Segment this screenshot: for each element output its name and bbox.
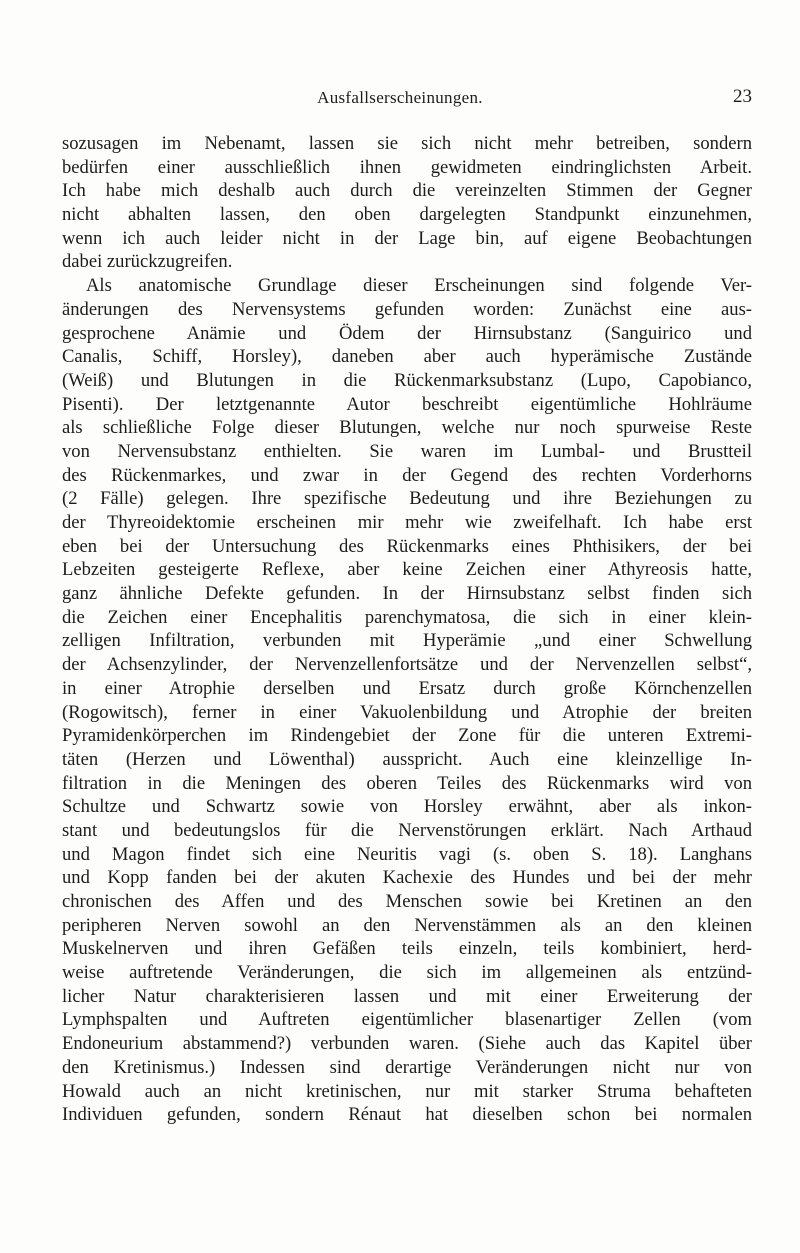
running-head [0,88,800,112]
text-line: Schultze und Schwartz sowie von Horsley erwähnt, aber als inkon- [62,796,752,818]
text-line: Howald auch an nicht kretinischen, nur mit starker Struma behafteten [62,1080,752,1102]
text-line: Individuen gefunden, sondern Rénaut hat dieselben schon bei normalen [62,1104,752,1126]
text-line: dabei zurückzugreifen. [62,251,233,273]
body-text [62,132,752,1127]
page-number: 23 [733,86,752,107]
text-line: sozusagen im Nebenamt, lassen sie sich nicht mehr betreiben, sondern [62,133,752,154]
text-line: licher Natur charakterisieren lassen und mit einer Erweiterung der [62,985,752,1007]
text-line: Endoneurium abstammend?) verbunden waren. (Siehe auch das Kapitel über [62,1033,752,1055]
text-line: der Thyreoidektomie erscheinen mir mehr wie zweifelhaft. Ich habe erst [62,512,752,533]
text-line: des Rückenmarkes, und zwar in der Gegend des rechten Vorderhorns [62,464,752,486]
text-line: in einer Atrophie derselben und Ersatz durch große Körnchenzellen [62,677,752,699]
text-line: wenn ich auch leider nicht in der Lage bin, auf eigene Beobachtungen [62,227,752,249]
text-line: bedürfen einer ausschließlich ihnen gewidmeten eindringlichsten Arbeit. [62,156,752,178]
text-line: nicht abhalten lassen, den oben dargelegten Standpunkt einzunehmen, [62,204,752,226]
text-line: (Weiß) und Blutungen in die Rückenmarksubstanz (Lupo, Capobianco, [62,369,752,391]
text-line: filtration in die Meningen des oberen Teiles des Rückenmarks wird von [62,772,752,794]
text-line: der Achsenzylinder, der Nervenzellenfortsätze und der Nervenzellen selbst“, [62,654,752,676]
text-line: eben bei der Untersuchung des Rückenmarks eines Phthisikers, der bei [62,535,752,557]
text-line: zelligen Infiltration, verbunden mit Hyperämie „und einer Schwellung [62,630,752,652]
text-line: stant und bedeutungslos für die Nervenstörungen erklärt. Nach Arthaud [62,819,752,841]
text-line: täten (Herzen und Löwenthal) ausspricht. Auch eine kleinzellige In- [62,748,752,770]
text-line: und Kopp fanden bei der akuten Kachexie des Hundes und bei der mehr [62,867,752,889]
text-line: ganz ähnliche Defekte gefunden. In der Hirnsubstanz selbst finden sich [62,583,752,605]
text-line: chronischen des Affen und des Menschen sowie bei Kretinen an den [62,891,752,912]
text-line: (2 Fälle) gelegen. Ihre spezifische Bedeutung und ihre Beziehungen zu [62,488,752,510]
text-line: änderungen des Nervensystems gefunden worden: Zunächst eine aus- [62,298,752,320]
text-line: die Zeichen einer Encephalitis parenchymatosa, die sich in einer klein- [62,606,752,628]
text-line: weise auftretende Veränderungen, die sich im allgemeinen als entzünd- [62,962,752,984]
text-line: Canalis, Schiff, Horsley), daneben aber auch hyperämische Zustände [62,346,752,368]
text-line: Pyramidenkörperchen im Rindengebiet der Zone für die unteren Extremi- [62,725,752,747]
text-line: Als anatomische Grundlage dieser Erscheinungen sind folgende Ver- [86,275,752,297]
text-line: als schließliche Folge dieser Blutungen, welche nur noch spurweise Reste [62,417,752,439]
text-line: Lymphspalten und Auftreten eigentümlicher blasenartiger Zellen (vom [62,1009,752,1031]
text-line: den Kretinismus.) Indessen sind derartige Veränderungen nicht nur von [62,1056,752,1078]
text-line: (Rogowitsch), ferner in einer Vakuolenbildung und Atrophie der breiten [62,701,752,723]
running-head-title: Ausfallserscheinungen. [317,88,483,107]
text-line: gesprochene Anämie und Ödem der Hirnsubstanz (Sanguirico und [62,322,752,344]
text-line: von Nervensubstanz enthielten. Sie waren im Lumbal- und Brustteil [62,440,752,462]
text-line: Lebzeiten gesteigerte Reflexe, aber keine Zeichen einer Athyreosis hatte, [62,559,752,581]
text-line: Muskelnerven und ihren Gefäßen teils einzeln, teils kombiniert, herd- [62,938,752,960]
text-line: peripheren Nerven sowohl an den Nervenstämmen als an den kleinen [62,914,752,936]
text-line: Pisenti). Der letztgenannte Autor beschreibt eigentümliche Hohlräume [62,393,752,415]
text-line: Ich habe mich deshalb auch durch die vereinzelten Stimmen der Gegner [62,180,752,202]
text-line: und Magon findet sich eine Neuritis vagi (s. oben S. 18). Langhans [62,843,752,865]
